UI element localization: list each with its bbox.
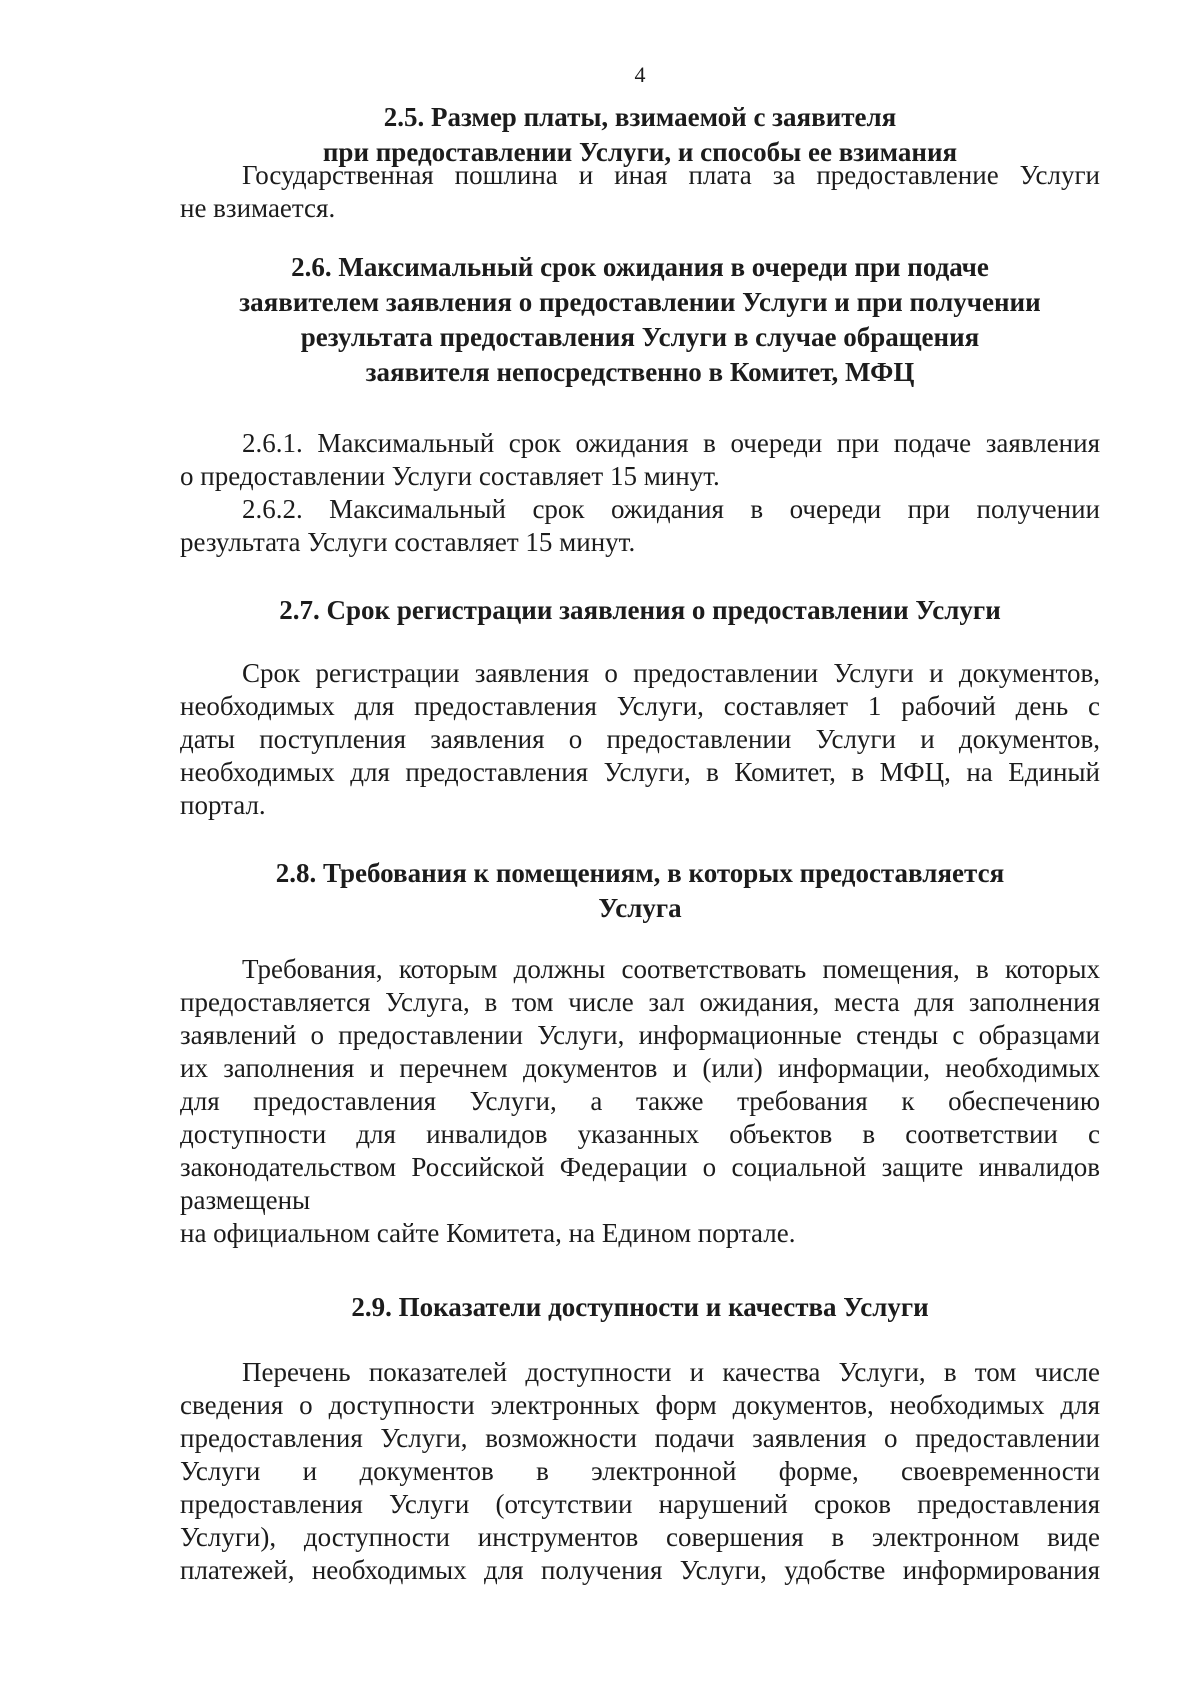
text-line: законодательством Российской Федерации о социальной защите инвалидов [180, 1152, 1100, 1182]
text-line: их заполнения и перечнем документов и (или) информации, необходимых [180, 1053, 1100, 1083]
section-2-6-1 [180, 427, 1100, 493]
heading-line: при предоставлении Услуги, и способы ее взимания [322, 137, 958, 167]
text-line: доступности для инвалидов указанных объектов в соответствии с [180, 1119, 1100, 1149]
text-line: не взимается. [180, 193, 336, 223]
text-line: сведения о доступности электронных форм документов, необходимых для [180, 1390, 1100, 1420]
section-2-9-body [180, 1356, 1100, 1587]
text-line: предоставляется Услуга, в том числе зал ожидания, места для заполнения [180, 987, 1100, 1017]
section-2-6-2 [180, 493, 1100, 559]
text-line: размещены [180, 1185, 311, 1215]
page-number: 4 [634, 62, 646, 87]
text-line: платежей, необходимых для получения Услуги, удобстве информирования [180, 1555, 1100, 1585]
heading-line: заявителем заявления о предоставлении Услуги и при получении [239, 287, 1041, 317]
section-2-6-heading [180, 250, 1100, 390]
text-line: Требования, которым должны соответствовать помещения, в которых [242, 954, 1100, 984]
text-line: даты поступления заявления о предоставлении Услуги и документов, [180, 724, 1100, 754]
section-2-9-heading [180, 1290, 1100, 1325]
heading-line: 2.7. Срок регистрации заявления о предоставлении Услуги [279, 595, 1001, 625]
text-line: Услуги и документов в электронной форме, своевременности [180, 1456, 1100, 1486]
text-line: предоставления Услуги (отсутствии нарушений сроков предоставления [180, 1489, 1100, 1519]
heading-line: Услуга [598, 893, 682, 923]
text-line: 2.6.1. Максимальный срок ожидания в очереди при подаче заявления [242, 428, 1100, 458]
text-line: портал. [180, 790, 266, 820]
text-line: необходимых для предоставления Услуги, составляет 1 рабочий день с [180, 691, 1100, 721]
section-2-8-body [180, 953, 1100, 1250]
heading-line: 2.9. Показатели доступности и качества Услуги [351, 1292, 929, 1322]
text-line: Перечень показателей доступности и качества Услуги, в том числе [242, 1357, 1100, 1387]
text-line: предоставления Услуги, возможности подачи заявления о предоставлении [180, 1423, 1100, 1453]
section-2-7-body [180, 657, 1100, 822]
heading-line: заявителя непосредственно в Комитет, МФЦ [365, 357, 915, 387]
heading-line: результата предоставления Услуги в случае обращения [300, 322, 980, 352]
text-line: для предоставления Услуги, а также требования к обеспечению [180, 1086, 1100, 1116]
text-line: Срок регистрации заявления о предоставлении Услуги и документов, [242, 658, 1100, 688]
text-line: заявлений о предоставлении Услуги, информационные стенды с образцами [180, 1020, 1100, 1050]
text-line: 2.6.2. Максимальный срок ожидания в очереди при получении [242, 494, 1100, 524]
text-line: Государственная пошлина и иная плата за предоставление Услуги [242, 160, 1100, 190]
heading-line: 2.5. Размер платы, взимаемой с заявителя [383, 102, 897, 132]
section-2-7-heading [180, 593, 1100, 628]
text-line: на официальном сайте Комитета, на Едином портале. [180, 1218, 796, 1248]
text-line: результата Услуги составляет 15 минут. [180, 527, 636, 557]
text-line: Услуги), доступности инструментов совершения в электронном виде [180, 1522, 1100, 1552]
section-2-5-body [180, 159, 1100, 225]
text-line: необходимых для предоставления Услуги, в Комитет, в МФЦ, на Единый [180, 757, 1100, 787]
section-2-8-heading [180, 856, 1100, 926]
heading-line: 2.8. Требования к помещениям, в которых предоставляется [275, 858, 1005, 888]
heading-line: 2.6. Максимальный срок ожидания в очереди при подаче [291, 252, 989, 282]
text-line: о предоставлении Услуги составляет 15 минут. [180, 461, 720, 491]
